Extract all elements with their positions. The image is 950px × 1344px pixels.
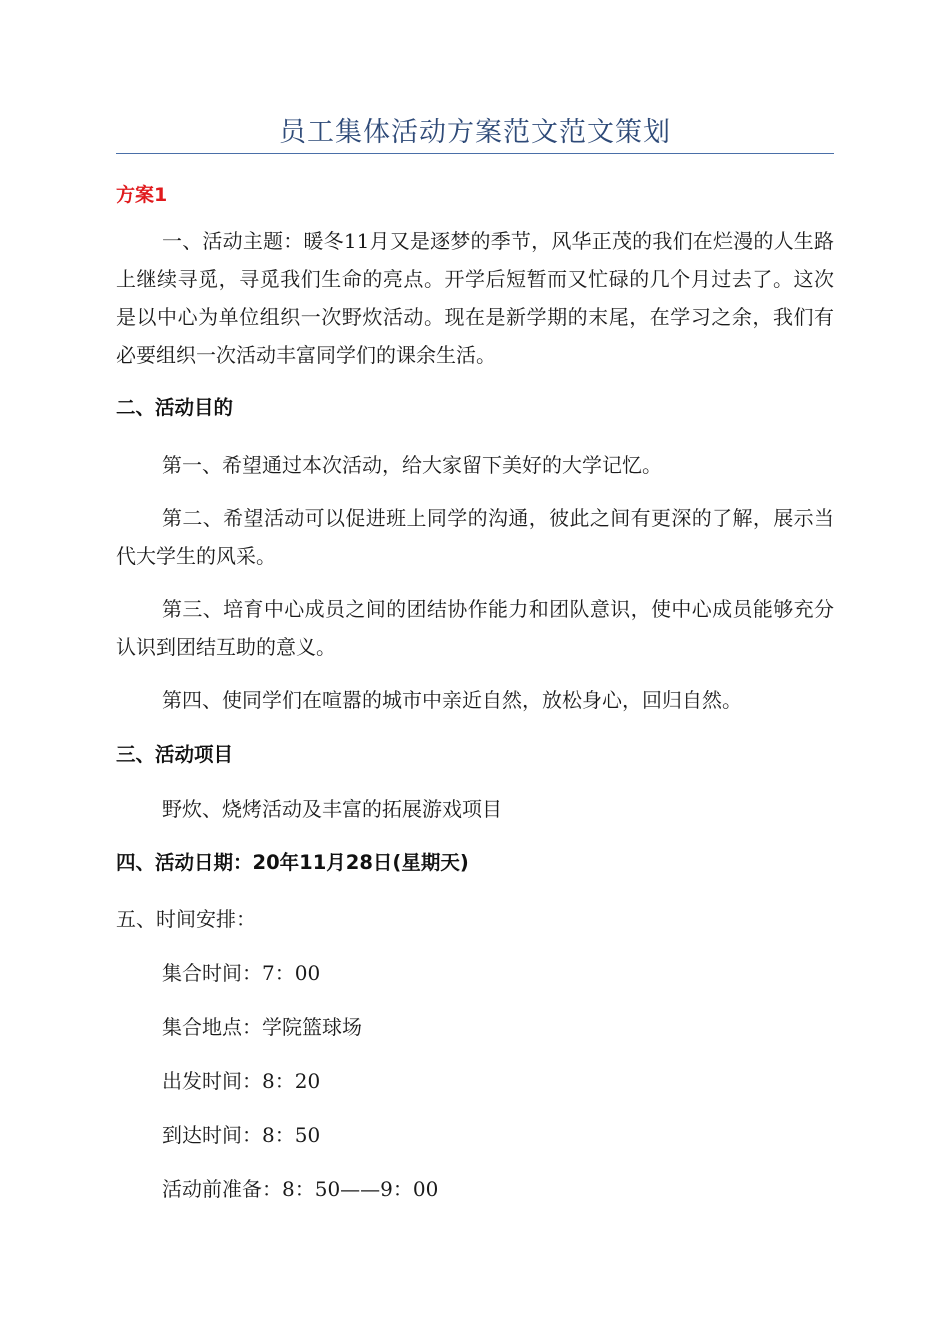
document-title: 员工集体活动方案范文范文策划 (279, 117, 671, 148)
schedule-item: 出发时间：8：20 (162, 1069, 321, 1093)
intro-paragraph: 一、活动主题：暖冬11月又是逐梦的季节，风华正茂的我们在烂漫的人生路上继续寻觅，寻觅我们生命的亮点。开学后短暂而又忙碌的几个月过去了。这次是以中心为单位组织一次野炊活动。现在是新学期的末尾，在学习之余，我们有必要组织一次活动丰富同学们的课余生活。 (116, 229, 834, 367)
section-schedule-heading: 五、时间安排： (116, 907, 256, 931)
section-date-heading: 四、活动日期：20年11月28日(星期天) (116, 851, 469, 874)
purpose-item: 第四、使同学们在喧嚣的城市中亲近自然，放松身心，回归自然。 (162, 688, 742, 712)
schedule-item: 到达时间：8：50 (162, 1123, 321, 1147)
projects-content: 野炊、烧烤活动及丰富的拓展游戏项目 (162, 797, 502, 821)
plan-label: 方案1 (116, 184, 168, 206)
title-underline (116, 153, 834, 154)
purpose-item: 第三、培育中心成员之间的团结协作能力和团队意识，使中心成员能够充分认识到团结互助的意义。 (116, 597, 834, 659)
purpose-item: 第一、希望通过本次活动，给大家留下美好的大学记忆。 (162, 453, 662, 477)
schedule-item: 集合地点：学院篮球场 (162, 1015, 362, 1039)
section-projects-heading: 三、活动项目 (116, 743, 234, 766)
schedule-item: 集合时间：7：00 (162, 961, 321, 985)
schedule-item: 活动前准备：8：50——9：00 (162, 1177, 439, 1201)
section-purpose-heading: 二、活动目的 (116, 396, 234, 419)
purpose-item: 第二、希望活动可以促进班上同学的沟通，彼此之间有更深的了解，展示当代大学生的风采。 (116, 506, 834, 568)
